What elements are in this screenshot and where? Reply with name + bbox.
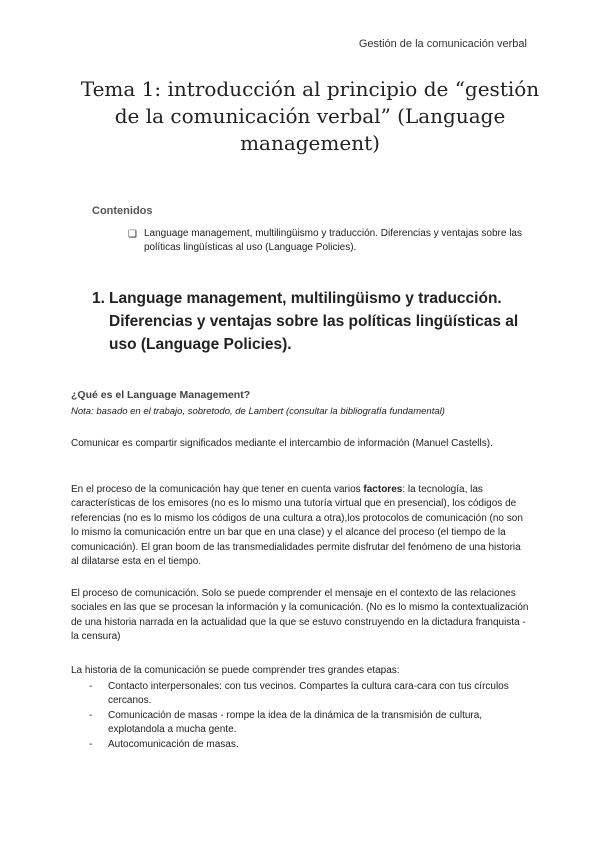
stage-text: Autocomunicación de masas. [108, 738, 239, 750]
contents-list [128, 227, 528, 255]
paragraph-stages-intro: La historia de la comunicación se puede comprender tres grandes etapas: [71, 665, 400, 676]
factors-text-after: : la tecnología, las características de los emisores (no es lo mismo una tutoría virtual que en presencial), los códigos de referencias (no es lo mismo los códigos de una cultura a otra),los protocolos de comunicación (no son lo mismo la comunicación entre un bar que en una clase) y el alcance del proceso (el tiempo de la comunicación). El gran boom de las transmedialidades permite disfrutar del fenómeno de una historia al dilatarse esta en el tiempo. [71, 484, 523, 568]
dash-bullet: - [89, 681, 93, 692]
list-item [89, 709, 529, 738]
source-note: Nota: basado en el trabajo, sobretodo, de Lambert (consultar la bibliografía fundamental) [71, 406, 445, 417]
stage-text: Contacto interpersonales: con tus vecinos. Compartes la cultura cara-cara con tus círculos cercanos. [108, 681, 509, 707]
contents-item-text: Language management, multilingüismo y traducción. Diferencias y ventajas sobre las políticas lingüísticas al uso (Language Policies). [144, 228, 522, 253]
document-title: Tema 1: introducción al principio de “gestión de la comunicación verbal” (Language management) [80, 77, 540, 155]
list-item [89, 738, 529, 752]
factors-text-before: En el proceso de la comunicación hay que tener en cuenta varios [71, 484, 364, 495]
section-heading [92, 287, 542, 356]
question-heading: ¿Qué es el Language Management? [71, 389, 251, 401]
section-number: 1. [92, 290, 105, 307]
paragraph-process: El proceso de comunicación. Solo se puede comprender el mensaje en el contexto de las relaciones sociales en las que se procesan la información y la comunicación. (No es lo mismo la contextualización de una historia narrada en la actualidad que la que se estuvo construyendo en la dictadura franquista - la censura) [71, 588, 529, 643]
running-header: Gestión de la comunicación verbal [358, 38, 527, 50]
dash-bullet: - [89, 709, 93, 721]
dash-bullet: - [89, 738, 93, 750]
stage-text: Comunicación de masas - rompe la idea de la dinámica de la transmisión de cultura, explotandola a mucha gente. [108, 709, 483, 736]
checkbox-bullet-icon: ❏ [128, 229, 137, 240]
stages-list [89, 680, 529, 752]
paragraph-definition: Comunicar es compartir significados mediante el intercambio de información (Manuel Castells). [71, 438, 493, 449]
contents-item [128, 227, 528, 255]
factors-keyword: factores [363, 484, 403, 495]
paragraph-factors [71, 483, 531, 569]
contents-label: Contenidos [92, 205, 153, 217]
section-heading-text: Language management, multilingüismo y traducción. Diferencias y ventajas sobre las políticas lingüísticas al uso (Language Policies). [109, 290, 519, 353]
list-item [89, 680, 529, 709]
